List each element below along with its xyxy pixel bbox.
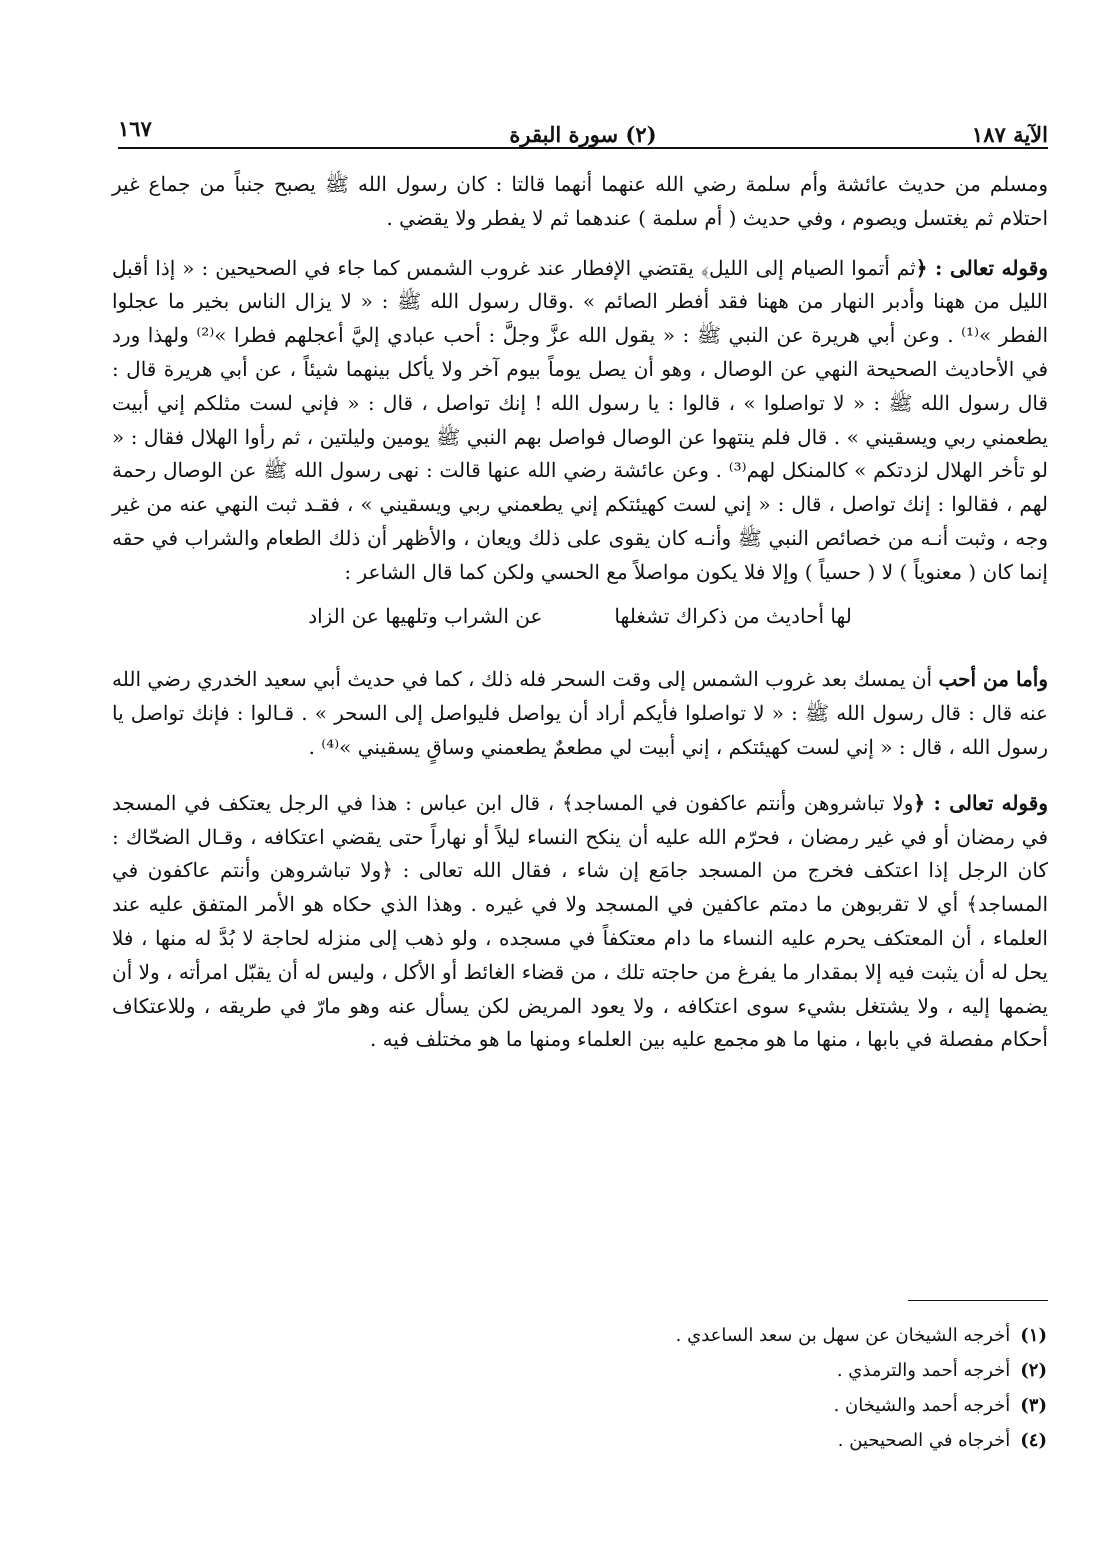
surah-title: (٢) سورة البقرة: [509, 122, 657, 147]
page-number: ١٦٧: [118, 116, 152, 141]
paragraph-3-text: أن يمسك بعد غروب الشمس إلى وقت السحر فله ذلك ، كما في حديث أبي سعيد الخدري رضي الله عنه قال : قال رسول الله ﷺ : « لا تواصلوا فأيكم أراد أن يواصل فليواصل إلى السحر » . قـالوا : فإنك تواصل يا رسول الله ، قال : « إني لست كهيئتكم ، إني أبيت لي مطعمٌ يطعمني وساقٍ يسقيني »⁽⁴⁾ .: [112, 667, 1048, 759]
footnote-rule: [908, 1300, 1048, 1301]
poem-verse: [112, 600, 1048, 634]
footnote-text: أخرجه أحمد والترمذي .: [836, 1360, 1011, 1381]
main-text: [112, 168, 1048, 1057]
paragraph-2-lead: وقوله تعالى : ﴿: [915, 255, 1048, 280]
footnotes: [487, 1318, 1047, 1458]
footnote-item: [487, 1388, 1047, 1423]
paragraph-3: [112, 663, 1048, 764]
footnote-item: [487, 1318, 1047, 1353]
footnote-number: (٣): [1020, 1395, 1047, 1416]
poem-first-hemistich: لها أحاديث من ذكراك تشغلها: [614, 603, 852, 628]
verse-reference: الآية ١٨٧: [971, 122, 1048, 147]
paragraph-4-lead: وقوله تعالى : ﴿: [913, 790, 1048, 815]
paragraph-3-lead: وأما من أحب: [938, 667, 1049, 692]
paragraph-4-text: ولا تباشروهن وأنتم عاكفون في المساجد﴾ ، قال ابن عباس : هذا في الرجل يعتكف في المسجد في رمضان أو في غير رمضان ، فحرّم الله عليه أن ينكح النساء ليلاً أو نهاراً حتى يقضي اعتكافه ، وقـال الضحّاك : كان الرجل إذا اعتكف فخرج من المسجد جامَع إن شاء ، فقال الله تعالى : ﴿ولا تباشروهن وأنتم عاكفون في المساجد﴾ أي لا تقربوهن ما دمتم عاكفين في المسجد ولا في غيره . وهذا الذي حكاه هو الأمر المتفق عليه عند العلماء ، أن المعتكف يحرم عليه النساء ما دام معتكفاً في مسجده ، ولو ذهب إلى منزله لحاجة لا بُدَّ له منها ، فلا يحل له أن يثبت فيه إلا بمقدار ما يفرغ من حاجته تلك ، من قضاء الغائط أو الأكل ، وليس له أن يقبّل امرأته ، ولا أن يضمها إليه ، ولا يشتغل بشيء سوى اعتكافه ، ولا يعود المريض لكن يسأل عنه وهو مارّ في طريقه ، وللاعتكاف أحكام مفصلة في بابها ، منها ما هو مجمع عليه بين العلماء ومنها ما هو مختلف فيه .: [112, 790, 1049, 1052]
page-header: [118, 116, 1048, 148]
footnote-text: أخرجه الشيخان عن سهل بن سعد الساعدي .: [675, 1325, 1011, 1346]
header-rule: [118, 147, 1048, 149]
footnote-text: أخرجاه في الصحيحين .: [837, 1430, 1011, 1451]
paragraph-4: [112, 787, 1048, 1057]
footnote-item: [487, 1353, 1047, 1388]
footnote-text: أخرجه أحمد والشيخان .: [833, 1395, 1011, 1416]
paragraph-2: [112, 252, 1048, 590]
footnote-number: (٢): [1020, 1360, 1047, 1381]
footnote-item: [487, 1423, 1047, 1458]
footnote-number: (١): [1020, 1325, 1047, 1346]
paragraph-2-text: ثم أتموا الصيام إلى الليل﴾ يقتضي الإفطار عند غروب الشمس كما جاء في الصحيحين : « إذا أقبل الليل من ههنا وأدبر النهار من ههنا فقد أفطر الصائم » .وقال رسول الله ﷺ : « لا يزال الناس بخير ما عجلوا الفطر »⁽¹⁾ . وعن أبي هريرة عن النبي ﷺ : « يقول الله عزَّ وجلَّ : أحب عبادي إليَّ أعجلهم فطرا »⁽²⁾ ولهذا ورد في الأحاديث الصحيحة النهي عن الوصال ، وهو أن يصل يوماً بيوم آخر ولا يأكل بينهما شيئاً ، عن أبي هريرة قال : قال رسول الله ﷺ : « لا تواصلوا » ، قالوا : يا رسول الله ! إنك تواصل ، قال : « فإني لست مثلكم إني أبيت يطعمني ربي ويسقيني » . قال فلم ينتهوا عن الوصال فواصل بهم النبي ﷺ يومين وليلتين ، ثم رأوا الهلال فقال : « لو تأخر الهلال لزدتكم » كالمنكل لهم⁽³⁾ . وعن عائشة رضي الله عنها قالت : نهى رسول الله ﷺ عن الوصال رحمة لهم ، فقالوا : إنك تواصل ، قال : « إني لست كهيئتكم إني يطعمني ربي ويسقيني » ، فقـد ثبت النهي عنه من غير وجه ، وثبت أنـه من خصائص النبي ﷺ وأنـه كان يقوى على ذلك ويعان ، والأظهر أن ذلك الطعام والشراب في حقه إنما كان ( معنوياً ) لا ( حسياً ) وإلا فلا يكون مواصلاً مع الحسي ولكن كما قال الشاعر :: [112, 255, 1049, 584]
paragraph-1: [112, 168, 1048, 236]
footnote-number: (٤): [1020, 1430, 1047, 1451]
poem-second-hemistich: عن الشراب وتلهيها عن الزاد: [308, 603, 543, 628]
paragraph-1-text: ومسلم من حديث عائشة وأم سلمة رضي الله عنهما أنهما قالتا : كان رسول الله ﷺ يصبح جنباً من جماع غير احتلام ثم يغتسل ويصوم ، وفي حديث ( أم سلمة ) عندهما ثم لا يفطر ولا يقضي .: [112, 172, 1048, 230]
